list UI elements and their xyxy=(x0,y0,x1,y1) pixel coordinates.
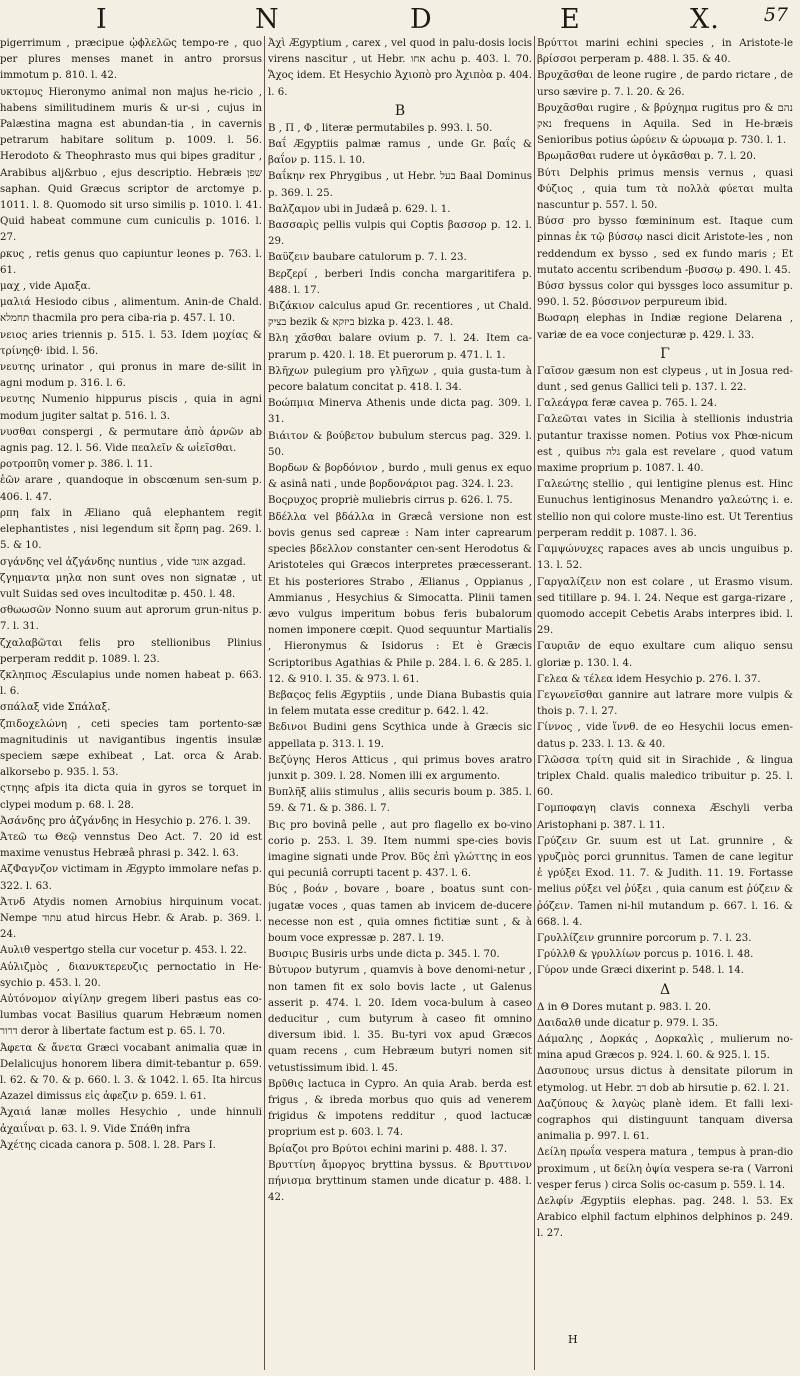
index-entry: Βρυττίνη ἄμοργος bryttina byssus. & Βρυττινον πήνισμα bryttinum stamen unde dicatur p. 488. l. 42. xyxy=(268,1159,532,1204)
index-entry: Γαμψώνυχες rapaces aves ab uncis unguibus p. 13. l. 52. xyxy=(537,544,793,572)
index-entry: Γρυλλίζειν grunnire porcorum p. 7. l. 23. xyxy=(537,932,752,944)
header-letter: D xyxy=(410,4,433,35)
index-entry: B , Π , Φ , literæ permutabiles p. 993. l. 50. xyxy=(268,122,493,134)
index-entry: Γεγωνεῖσθαι gannire aut latrare more vulpis & thois p. 7. l. 27. xyxy=(537,689,793,718)
index-entry: Βλῆχων pulegium pro γλῆχων , quia gusta-tum à pecore balatum concitat p. 418. l. 34. xyxy=(268,365,532,394)
index-entry: Βαΐκην rex Phrygibus , ut Hebr. בעל Baal Dominus p. 369. l. 25. xyxy=(268,171,532,199)
index-column-right xyxy=(537,36,793,1372)
index-entry: Βωσαρη elephas in Indiæ regione Delarena , variæ de ea voce conjecturæ p. 429. l. 33. xyxy=(537,313,793,341)
index-entry: Γαυριᾶν de equo exultare cum aliquo sensu gloriæ p. 130. l. 4. xyxy=(537,641,793,669)
index-entry: Βεζύγης Heros Atticus , qui primus boves aratro junxit p. 309. l. 28. Nomen illi ex argumento. xyxy=(268,754,532,782)
index-entry: Βρυχᾶσθαι de leone rugire , de pardo rictare , de urso sævire p. 7. l. 20. & 26. xyxy=(537,70,793,98)
index-entry: Γύρον unde Græci dixerint p. 548. l. 14. xyxy=(537,965,744,977)
index-entry: Γομποφαγη clavis connexa Æschyli verba Aristophani p. 387. l. 11. xyxy=(537,803,793,831)
index-entry: Βυπλῆξ aliis stimulus , aliis securis boum p. 385. l. 59. & 71. & p. 386. l. 7. xyxy=(268,787,532,815)
index-entry: ζχαλαβῶται felis pro stellionibus Plinius perperam reddit p. 1089. l. 23. xyxy=(0,637,262,665)
index-entry: Βύσσ byssus color qui byssges loco assumitur p. 990. l. 52. βύσσινον perpureum ibid. xyxy=(537,281,793,309)
index-entry: Δαζύπους & λαγὼς planè idem. Et falli lexi-cographos qui distinguunt tanquam diversa animalia p. 997. l. 61. xyxy=(537,1098,793,1143)
index-entry: Βύσσ pro bysso fœmininum est. Itaque cum pinnas ἐκ τῷ βύσσῳ nasci dicit Aristote-les , non reddendum ex bysso , sed ex fundo maris ; Et mutato accentu scribendum -βυσσῳ p. 490. l. 45. xyxy=(537,216,793,276)
index-entry: Γελεα & τέλεα idem Hesychio p. 276. l. 37. xyxy=(537,673,761,685)
index-entry: σπάλαξ vide Σπάλαξ. xyxy=(0,702,111,714)
index-entry: Βρύττοι marini echini species , in Aristote-le βρίσσοι perperam p. 488. l. 35. & 40. xyxy=(537,38,793,66)
index-entry: ρκυς , retis genus quo capiuntur leones p. 763. l. 61. xyxy=(0,248,262,276)
index-entry: Δείλη πρωΐα vespera matura , tempus à pran-dio proximum , ut δείλη ὀψία vespera se-ra ( Varroni vesper ferus ) circa Solis oc-casum p. 559. l. 14. xyxy=(537,1147,793,1191)
index-entry: Βοώπμια Minerva Athenis unde dicta pag. 309. l. 31. xyxy=(268,398,532,426)
signature-mark: H xyxy=(568,1333,578,1346)
index-entry: Αὐτόνομον αἰγίλην gregem liberi pastus eas co-lumbas vocat Basilius quarum Hebræum nomen דרור deror à libertate factum est p. 65. l. 70. xyxy=(0,993,262,1038)
index-entry: Δαιδαλθ unde dicatur p. 979. l. 35. xyxy=(537,1017,719,1029)
index-entry: Βύτι Delphis primus mensis vernus , quasi Φύζιος , quia tum τὰ πολλὰ φύεται multa nascuntur p. 557. l. 50. xyxy=(537,167,793,212)
index-entry: Βις pro bovinâ pelle , aut pro flagello ex bo-vino corio p. 253. l. 39. Item nummi spe-cies bovis imagine signati unde Prov. Βῦς ἐπὶ γλώττης in eos qui pecuniâ corrupti tacent p. 437. l. 6. xyxy=(268,819,532,880)
index-entry: ζκληπιος Æsculapius unde nomen habeat p. 663. l. 6. xyxy=(0,669,262,698)
index-entry: Βοςρυχος propriè muliebris cirrus p. 626. l. 75. xyxy=(268,495,513,507)
index-entry: Βεδινοι Budini gens Scythica unde à Græcis sic appellata p. 313. l. 19. xyxy=(268,722,532,750)
index-entry: Βιάιτον & βούβετον bubulum stercus pag. 329. l. 50. xyxy=(268,430,532,458)
index-column-left xyxy=(0,36,262,1372)
index-entry: Βιζάκιον calculus apud Gr. recentiores , ut Chald. בציק bezik & ביזקא bizka p. 423. l. 48. xyxy=(268,301,532,329)
index-entry: Γαῖσον gæsum non est clypeus , ut in Josua red-dunt , sed genus Gallici teli p. 137. l. 22. xyxy=(537,365,793,394)
index-entry: σθωωσῶν Nonno suum aut aprorum grun-nitus p. 7. l. 31. xyxy=(0,605,262,633)
index-entry: Δασυπους ursus dictus à densitate pilorum in etymolog. ut Hebr. דב dob ab hirsutie p. 62. l. 21. xyxy=(537,1066,793,1094)
index-entry: Γαλεάγρα feræ cavea p. 765. l. 24. xyxy=(537,398,717,410)
column-divider xyxy=(534,36,535,1370)
index-entry: νυσθαι conspergi , & permutare ἀπὸ ἀρνῶν ab agnis pag. 12. l. 56. Vide πεαλεῖν & ωἰεῖσθαι. xyxy=(0,426,262,455)
index-entry: Ἀσάνδης pro ἀζγάνδης in Hesychio p. 276. l. 39. xyxy=(0,815,251,827)
index-entry: ροτροπῦη vomer p. 386. l. 11. xyxy=(0,459,153,471)
index-entry: Βύς , βοάν , bovare , boare , boatus sunt con-jugatæ voces , quas tamen ab invicem de-ducere necesse non est , quia omnes fictitiæ sunt , & à boum voce expressæ p. 287. l. 19. xyxy=(268,884,532,944)
index-entry: Βρῦθις lactuca in Cypro. An quia Arab. berda est frigus , & ibreda morbus quo quis ad venerem frigidus & impotens redditur , quod lactucæ proprium est p. 603. l. 74. xyxy=(268,1078,532,1139)
section-letter: B xyxy=(394,102,406,119)
index-entry: Ἀφετα & ἄνετα Græci vocabant animalia quæ in Delalicujus honorem libera dimit-tebantur p. 659. l. 62. & 70. & p. 660. l. 3. & 1042. l. 65. Ita hircus Azazel dimissus εἰς ἀφεζιν p. 659. l. 61. xyxy=(0,1042,262,1103)
index-entry: Βλη χᾶσθαι balare ovium p. 7. l. 24. Item ca-prarum p. 420. l. 18. Et puerorum p. 471. l. 1. xyxy=(268,333,532,361)
index-entry: ΑζΦαγνζον victimam in Ægypto immolare nefas p. 322. l. 63. xyxy=(0,864,262,892)
index-entry: Βυσιρις Busiris urbs unde dicta p. 345. l. 70. xyxy=(268,949,500,961)
header-letter: X. xyxy=(690,4,720,35)
index-entry: ἐῶν arare , quandoque in obscœnum sen-sum p. 406. l. 47. xyxy=(0,475,262,503)
index-entry: Ἀχὶ Ægyptium , carex , vel quod in palu-dosis locis virens nascitur , ut Hebr. אחו achu p. 403. l. 70. Ἄχος idem. Et Hesychio Ἀχιοπὸ pro Ἀχιπὸα p. 404. l. 6. xyxy=(268,38,532,98)
index-entry: Ἀτνδ Atydis nomen Arnobius hirquinum vocat. Nempe עתוד atud hircus Hebr. & Arab. p. 369. l. 24. xyxy=(0,896,262,941)
index-entry: Βορδων & βορδόνιον , burdo , muli genus ex equo & asinâ nati , unde βορδονάριοι pag. 324. l. 23. xyxy=(268,463,532,491)
index-entry: Γρύλλθ & γρυλλίων porcus p. 1016. l. 48. xyxy=(537,949,754,961)
section-letter: Δ xyxy=(659,981,671,998)
index-entry: Δ in Θ Dores mutant p. 983. l. 20. xyxy=(537,1001,712,1013)
index-entry: Βαλζαμον ubi in Judæâ p. 629. l. 1. xyxy=(268,203,451,215)
index-entry: Βρίαζοι pro Βρύτοι echini marini p. 488. l. 37. xyxy=(268,1143,508,1155)
index-entry: μαχ , vide Αμαξα. xyxy=(0,281,91,293)
index-entry: Βασσαρὶς pellis vulpis qui Coptis βασσορ p. 12. l. 29. xyxy=(268,220,532,248)
index-entry: Αυλιθ vespertgo stella cur vocetur p. 453. l. 22. xyxy=(0,945,247,957)
page-number: 57 xyxy=(763,4,788,26)
index-entry: υκτομυς Hieronymo animal non majus he-ricio , habens similitudinem muris & ur-si , cujus in Palæstina magna est abundan-tia , in cavernis petrarum habitare solitum p. 1009. l. 56. Herodoto & Theophrasto mus qui bipes graditur , Arabibus alj&rbuo , ejus descriptio. Hebræis שפן saphan. Quid Græcus scriptor de arctomye p. 1011. l. 8. Quomodo sit urso similis p. 1010. l. 41. Quid habeat commune cum cuniculis p. 1016. l. 27. xyxy=(0,86,262,244)
index-entry: Γαλεῶται vates in Sicilia à stellionis industria putantur traxisse nomen. Potius vox Phœ-nicum est , quibus גלה gala est revelare , quod vatum maxime proprium p. 1087. l. 40. xyxy=(537,414,793,475)
index-entry: Βαΐ Ægyptiis palmæ ramus , unde Gr. βαΐς & βαΐον p. 115. l. 10. xyxy=(268,139,532,167)
index-entry: νειος aries triennis p. 515. l. 53. Idem μοχίας & τρίνηςθ· ibid. l. 56. xyxy=(0,329,262,357)
index-entry: Βὐτυρον butyrum , quamvis à bove denomi-netur , non tamen fit ex solo bovis lacte , ut Galenus asserit p. 474. l. 20. Idem voca-bulum à caseo deducitur , cum butyrum à caseo fit omnino diversum ibid. l. 35. Bu-tyri vox apud Græcos quam recens , cum Hebræum butyri nomen sit vetustissimum ibid. l. 45. xyxy=(268,965,532,1074)
index-entry: ζγημαντα μηλα non sunt oves non signatæ , ut vult Suidas sed oves incultoditæ p. 450. l. 48. xyxy=(0,572,262,600)
index-entry: Αὐλιζμὸς , διανυκτερευζις pernoctatio in He-sychio p. 453. l. 20. xyxy=(0,961,262,989)
index-entry: Ἀχέτης cicada canora p. 508. l. 28. Pars I. xyxy=(0,1139,216,1151)
index-entry: Δελφίν Ægyptiis elephas. pag. 248. l. 53. Ex Arabico elphil factum elphinos delphinos p. 249. l. 27. xyxy=(537,1196,793,1240)
index-entry: Βρυχᾶσθαι rugire , & βρύχημα rugitus pro נהם & נאק frequens in Aquila. Sed in He-bræis Senioribus potius ὠρύειν & ὠρυωμα p. 730. l. 1. xyxy=(537,102,793,147)
index-entry: Ἀτεῶ τω Θεῷ vennstus Deo Act. 7. 20 id est maxime venustus Hebræâ phrasi p. 342. l. 63. xyxy=(0,831,262,860)
index-column-middle xyxy=(268,36,532,1372)
index-entry: Βεβαςος felis Ægyptiis , unde Diana Bubastis quia in felem mutata esse creditur p. 642. l. 42. xyxy=(268,689,532,718)
section-letter: Γ xyxy=(660,345,670,362)
index-entry: Βδέλλα vel βδάλλα in Græcâ versione non est bovis genus sed capreæ : Nam inter caprearum species βδελλον constanter cen-sent Herodotus & Aristoteles qui Græcos interpretes præcesserant. Et his posteriores Strabo , Ælianus , Oppianus , Ammianus , Hesychius & Simocatta. Plinii tamen ævo vulgus imperitum bobus feris bubalorum nomen imponere cœpit. Quod sequuntur Martialis , Hieronymus & Isidorus : Et è Græcis Scriptoribus Agathias & Phile p. 284. l. 6. & 285. l. 12. & 910. l. 35. & 973. l. 61. xyxy=(268,511,532,685)
index-entry: Γαργαλίζειν non est colare , ut Erasmo visum. sed titillare p. 94. l. 24. Neque est garga-rizare , quomodo accepit Cebetis Arabs interpres ibid. l. 29. xyxy=(537,576,793,637)
index-entry: Γλῶσσα τρίτη quid sit in Sirachide , & lingua triplex Chald. qualis maledico tribuitur p. 25. l. 60. xyxy=(537,754,793,799)
index-entry: ρπη falx in Æliano quâ elephantem regit elephantistes , nisi legendum sit ἔρπη pag. 269. l. 5. & 10. xyxy=(0,507,262,552)
index-entry: νευτης Numenio hippurus piscis , quia in agni modum jugiter saltat p. 516. l. 3. xyxy=(0,394,262,422)
index-entry: Βρωμᾶσθαι rudere ut ὀγκᾶσθαι p. 7. l. 20. xyxy=(537,151,757,163)
index-entry: νευτης urinator , qui pronus in mare de-silit in agni modum p. 316. l. 6. xyxy=(0,362,262,390)
index-entry: σγάνδης vel ἀζγάνδης nuntius , vide אזגד azgad. xyxy=(0,556,246,568)
index-entry: Βερζερί , berberi Indis concha margaritifera p. 488. l. 17. xyxy=(268,268,532,296)
index-entry: pigerrimum , præcipue ᾠϕλελῶς tempo-re , quo per plures menses manet in antro prorsus immotum p. 810. l. 42. xyxy=(0,38,262,82)
index-entry: Βαϋζειν baubare catulorum p. 7. l. 23. xyxy=(268,252,467,264)
header-letter: I xyxy=(96,4,108,35)
page-header xyxy=(0,0,800,40)
index-entry: Γρύζειν Gr. suum est ut Lat. grunnire , & γρυζμὸς porci grunnitus. Tamen de cane legitur ἐ γρύξει Exod. 11. 7. & Judith. 11. 19. Fortasse melius ρύξει vel ῥύξει , quia canum est ῥύζειν & ῥόζειν. Tamen ni-hil mutandum p. 667. l. 16. & 668. l. 4. xyxy=(537,835,793,928)
column-divider xyxy=(264,36,265,1370)
index-entry: Ἀχαιά lanæ molles Hesychio , unde hinnuli ἀχαιΐναι p. 63. l. 9. Vide Σπάθη infra xyxy=(0,1107,262,1135)
index-entry: μαλιά Hesiodo cibus , alimentum. Anin-de Chald. תחמלא thacmila pro pera ciba-ria p. 457. l. 10. xyxy=(0,297,262,325)
header-letter: N xyxy=(255,4,280,35)
index-entry: ζπιδοχελώνη , ceti species tam portento-sæ magnitudinis ut navigantibus ingentis insulæ speciem sæpe exhibeat , Lat. orca & Arab. alkorsebo p. 935. l. 53. xyxy=(0,718,262,779)
index-entry: ςτηης afpis ita dicta quia in gyros se torquet in clypei modum p. 68. l. 28. xyxy=(0,783,262,811)
index-entry: Γαλεώτης stellio , qui lentigine plenus est. Hinc Eunuchus lentiginosus Menandro γαλεώτης i. e. stellio non qui colore muste-lino est. Ut Terentius perperam reddit p. 1087. l. 36. xyxy=(537,479,793,539)
header-letter: E xyxy=(560,4,581,35)
index-entry: Δάμαλης , Δορκάς , Δορκαλὶς , mulierum no-mina apud Græcos p. 924. l. 60. & 925. l. 15. xyxy=(537,1033,793,1062)
index-entry: Γίννος , vide ἵννθ. de eo Hesychii locus emen-datus p. 233. l. 13. & 40. xyxy=(537,722,793,750)
